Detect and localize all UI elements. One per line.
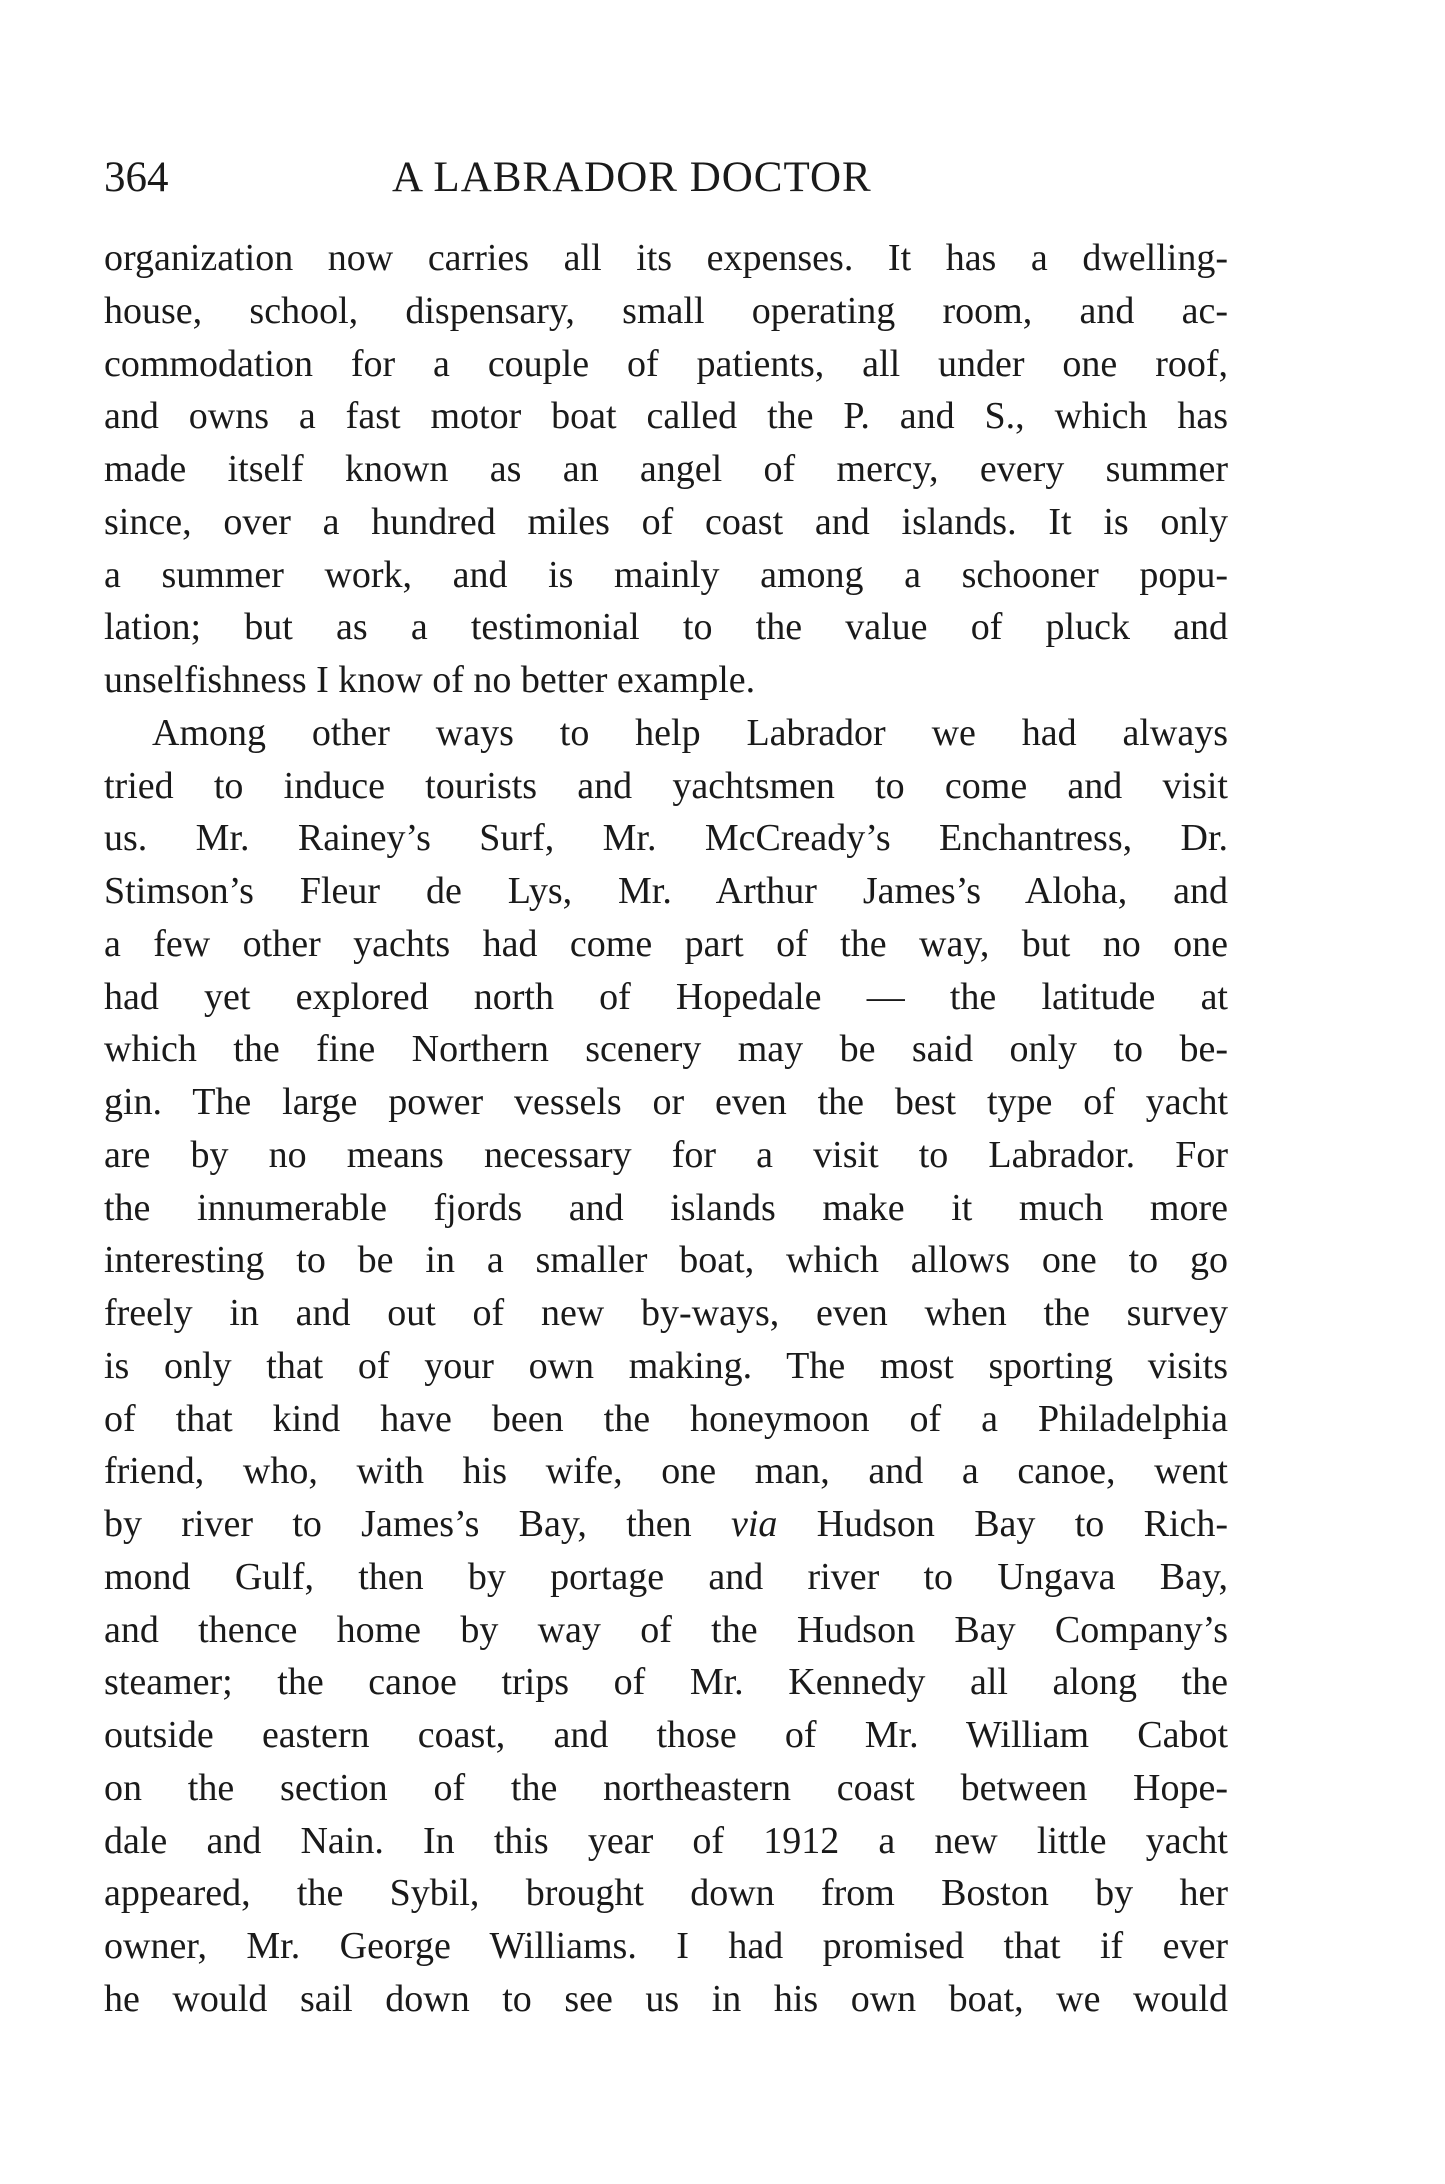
- text-segment: Hudson Bay to Rich-: [777, 1503, 1228, 1545]
- text-line: unselfishness I know of no better example.: [104, 659, 756, 701]
- text-line: Among other ways to help Labrador we had always: [152, 711, 1228, 754]
- text-line: steamer; the canoe trips of Mr. Kennedy all along the: [104, 1661, 1228, 1704]
- text-line: made itself known as an angel of mercy, every summer: [104, 448, 1228, 490]
- text-line: commodation for a couple of patients, all under one roof,: [104, 342, 1228, 385]
- text-line: appeared, the Sybil, brought down from Boston by her: [104, 1872, 1228, 1915]
- text-line: since, over a hundred miles of coast and islands. It is only: [104, 500, 1228, 543]
- text-line: mond Gulf, then by portage and river to Ungava Bay,: [104, 1555, 1228, 1598]
- running-head: [104, 148, 1228, 208]
- text-line: are by no means necessary for a visit to Labrador. For: [104, 1133, 1228, 1176]
- text-line: and thence home by way of the Hudson Bay Company’s: [104, 1608, 1228, 1651]
- text-line-with-italic: [104, 1498, 1228, 1551]
- text-line: owner, Mr. George Williams. I had promised that if ever: [104, 1925, 1228, 1967]
- text-line: us. Mr. Rainey’s Surf, Mr. McCready’s Enchantress, Dr.: [104, 817, 1228, 860]
- text-line: outside eastern coast, and those of Mr. William Cabot: [104, 1714, 1228, 1756]
- text-line: of that kind have been the honeymoon of a Philadelphia: [104, 1397, 1228, 1440]
- text-line: interesting to be in a smaller boat, which allows one to go: [104, 1239, 1228, 1282]
- text-line: is only that of your own making. The most sporting visits: [104, 1344, 1228, 1387]
- text-line: dale and Nain. In this year of 1912 a new little yacht: [104, 1819, 1228, 1862]
- text-line: Stimson’s Fleur de Lys, Mr. Arthur James’s Aloha, and: [104, 870, 1228, 912]
- text-line: he would sail down to see us in his own boat, we would: [104, 1977, 1228, 2020]
- text-line: lation; but as a testimonial to the value of pluck and: [104, 606, 1228, 649]
- text-line: freely in and out of new by-ways, even when the survey: [104, 1292, 1228, 1334]
- text-line: friend, who, with his wife, one man, and a canoe, went: [104, 1450, 1228, 1493]
- italic-word: via: [730, 1503, 778, 1545]
- text-line: a few other yachts had come part of the way, but no one: [104, 922, 1228, 965]
- page-number: 364: [104, 154, 169, 201]
- text-segment: by river to James’s Bay, then: [104, 1503, 731, 1545]
- text-line: which the fine Northern scenery may be said only to be-: [104, 1028, 1228, 1071]
- text-line: and owns a fast motor boat called the P. and S., which has: [104, 395, 1228, 438]
- body-text: [104, 232, 1228, 2026]
- text-line: house, school, dispensary, small operating room, and ac-: [104, 289, 1228, 332]
- text-line: on the section of the northeastern coast between Hope-: [104, 1766, 1228, 1809]
- text-line: a summer work, and is mainly among a schooner popu-: [104, 553, 1228, 596]
- text-line: had yet explored north of Hopedale — the latitude at: [104, 975, 1228, 1018]
- text-line: tried to induce tourists and yachtsmen to come and visit: [104, 764, 1228, 807]
- text-line: organization now carries all its expenses. It has a dwelling-: [104, 237, 1228, 279]
- running-title: A LABRADOR DOCTOR: [392, 154, 872, 201]
- text-line: gin. The large power vessels or even the best type of yacht: [104, 1081, 1228, 1123]
- text-line: the innumerable fjords and islands make it much more: [104, 1186, 1228, 1229]
